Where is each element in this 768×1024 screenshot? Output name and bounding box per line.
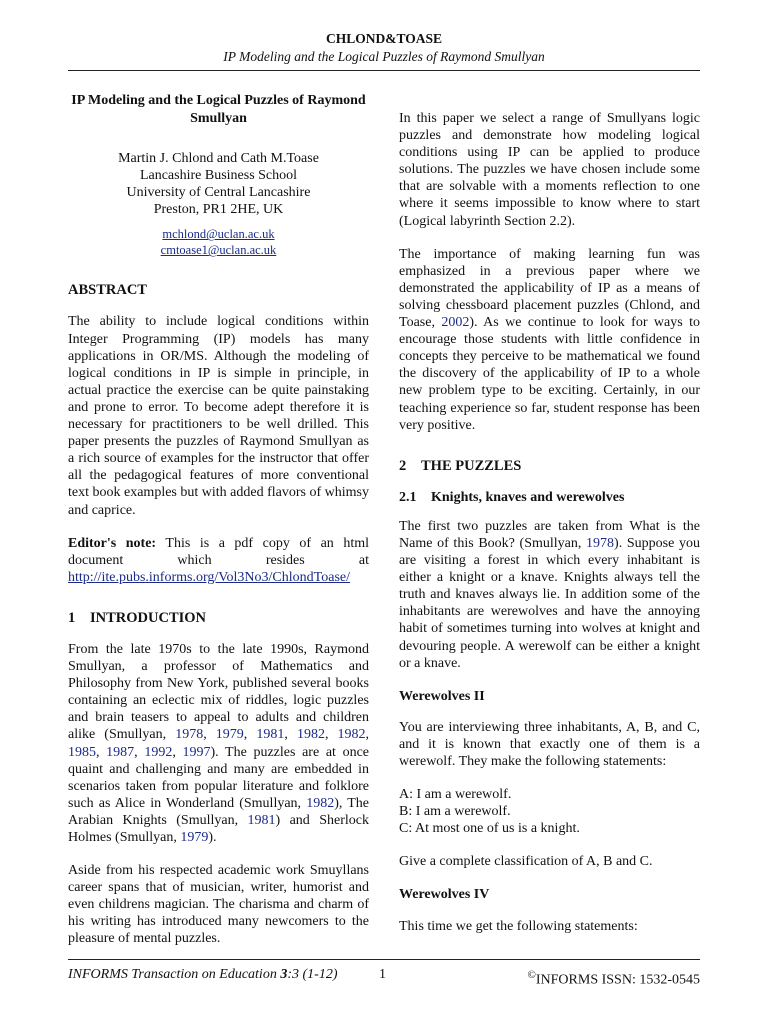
citation-link[interactable]: 1978 bbox=[175, 727, 204, 743]
author-affiliation-2: University of Central Lancashire bbox=[126, 185, 311, 201]
footer-rule bbox=[68, 959, 700, 960]
citation-link[interactable]: 1981 bbox=[256, 727, 285, 743]
statement-list bbox=[399, 786, 700, 837]
citation-link[interactable]: 1992 bbox=[144, 744, 173, 760]
statement-c: C: At most one of us is a knight. bbox=[399, 821, 580, 837]
email-link-2[interactable]: cmtoase1@uclan.ac.uk bbox=[160, 243, 277, 258]
citation-link[interactable]: 1985 bbox=[68, 744, 96, 760]
copyright-icon: © bbox=[527, 969, 536, 981]
citation-link[interactable]: 1979 bbox=[180, 830, 209, 845]
footer-copyright: ©INFORMS ISSN: 1532-0545 bbox=[527, 969, 700, 988]
running-header bbox=[68, 30, 700, 66]
citation-link[interactable]: 1978 bbox=[586, 535, 615, 551]
page-number: 1 bbox=[379, 967, 386, 982]
intro-paragraph-2: Aside from his respected academic work Smuyllans career spans that of musician, writer, humorist and even childrens magician. The charisma and charm of his writing has introduced many newcomers to the pleasure of mental puzzles. bbox=[68, 863, 369, 947]
intro-section-title: INTRODUCTION bbox=[90, 609, 207, 626]
author-address: Preston, PR1 2HE, UK bbox=[153, 202, 284, 218]
werewolves-iv-text: This time we get the following statements: bbox=[399, 918, 638, 934]
abstract-heading: ABSTRACT bbox=[68, 282, 147, 299]
werewolves-iv-title: Werewolves IV bbox=[399, 887, 490, 903]
citation-link[interactable]: 2002 bbox=[441, 315, 470, 331]
citation-link[interactable]: 1981 bbox=[247, 812, 276, 828]
right-paragraph-1: In this paper we select a range of Smullyans logic puzzles and demonstrate how modeling logical conditions using IP can be applied to produce solutions. The puzzles we have chosen include some that are solvable with a moments reflection to one where it seems impossible to know where to start (Logical labyrinth Section 2.2). bbox=[399, 111, 700, 229]
citation-link[interactable]: 1979 bbox=[215, 727, 244, 743]
editors-note-label: Editor's note: bbox=[68, 535, 157, 551]
subsection-title: Knights, knaves and werewolves bbox=[431, 489, 625, 505]
werewolves-ii-text: You are interviewing three inhabitants, A, B, and C, and it is known that exactly one of them is a werewolf. They make the following statements: bbox=[399, 719, 700, 769]
werewolves-ii-title: Werewolves II bbox=[399, 688, 485, 704]
statement-a: A: I am a werewolf. bbox=[399, 787, 512, 803]
puzzles-intro-paragraph: The first two puzzles are taken from What is the Name of this Book? (Smullyan, 1978). Suppose you are visiting a forest in which every inhabitant is either a knight or a knave. Knights always tell the truth and knaves always lie. In addition some of the inhabitants are werewolves and have the annoying habit of sometimes turning into wolves at knight and devouring people. A werewolf can be either a knight or a knave. bbox=[399, 518, 700, 671]
editors-note-text: This is a pdf copy of an html document which resides at bbox=[68, 535, 369, 568]
intro-heading bbox=[68, 610, 369, 627]
email-link-1[interactable]: mchlond@uclan.ac.uk bbox=[162, 227, 275, 242]
statement-b: B: I am a werewolf. bbox=[399, 804, 511, 820]
citation-link[interactable]: 1982 bbox=[306, 795, 335, 811]
citation-link[interactable]: 1987 bbox=[106, 744, 135, 760]
citation-link[interactable]: 1982 bbox=[296, 727, 325, 743]
citation-link[interactable]: 1982 bbox=[337, 727, 366, 743]
right-column bbox=[399, 90, 700, 935]
subsection-number: 2.1 bbox=[399, 489, 417, 505]
right-paragraph-2: The importance of making learning fun was emphasized in a previous paper where we demonstrated the applicability of IP as a means of solving chessboard placement puzzles (Chlond, and Toase, 2002). As we continue to look for ways to encourage those students with little confidence in concepts they perceive to be mathematical we found the discovery of the applicability of IP to a whole new problem type to be exciting. Certainly, in our teaching experience so far, student response has been very positive. bbox=[399, 246, 700, 433]
citation-link[interactable]: 1997 bbox=[182, 744, 211, 760]
subsection-heading bbox=[399, 489, 700, 506]
abstract-text: The ability to include logical conditions within Integer Programming (IP) models has many applications in OR/MS. Although the modeling of logical conditions in IP is simple in principle, in actual practice the exercise can be quite painstaking and prone to error. To become adept therefore it is necessary for practitioners to be well drilled. This paper presents the puzzles of Raymond Smullyan as a rich source of examples for the instructor that offer all the pedagogical features of more conventional text book examples but with added flavors of whimsy and caprice. bbox=[68, 314, 369, 518]
editors-note-url[interactable]: http://ite.pubs.informs.org/Vol3No3/ChlondToase/ bbox=[68, 569, 351, 585]
puzzles-section-title: THE PUZZLES bbox=[421, 457, 522, 474]
running-title: CHLOND&TOASE bbox=[325, 31, 443, 46]
author-affiliation-1: Lancashire Business School bbox=[139, 168, 298, 184]
puzzles-section-number: 2 bbox=[399, 457, 407, 474]
werewolves-ii-question: Give a complete classification of A, B and C. bbox=[399, 854, 653, 870]
author-emails bbox=[68, 226, 369, 258]
running-subtitle: IP Modeling and the Logical Puzzles of Raymond Smullyan bbox=[223, 49, 545, 64]
intro-section-number: 1 bbox=[68, 609, 76, 626]
paper-title: IP Modeling and the Logical Puzzles of Raymond Smullyan bbox=[71, 93, 366, 126]
intro-paragraph-1: From the late 1970s to the late 1990s, Raymond Smullyan, a professor of Mathematics and Philosophy from New York, published several books containing an eclectic mix of riddles, logic puzzles and brain teasers to appeal to adults and children alike (Smullyan, 1978, 1979, 1981, 1982, 1982, 1985, 1987, 1992, 1997). The puzzles are at once quaint and challenging and many are embedded in scenarios taken from popular literature and folklore such as Alice in Wonderland (Smullyan, 1982), The Arabian Knights (Smullyan, 1981) and Sherlock Holmes (Smullyan, 1979). bbox=[68, 641, 370, 845]
header-rule bbox=[68, 70, 700, 71]
footer-journal: INFORMS Transaction on Education 3:3 (1-12) bbox=[68, 967, 338, 982]
author-names: Martin J. Chlond and Cath M.Toase bbox=[118, 151, 319, 166]
editors-note bbox=[68, 535, 369, 586]
left-column bbox=[68, 90, 369, 948]
puzzles-heading bbox=[399, 458, 700, 475]
